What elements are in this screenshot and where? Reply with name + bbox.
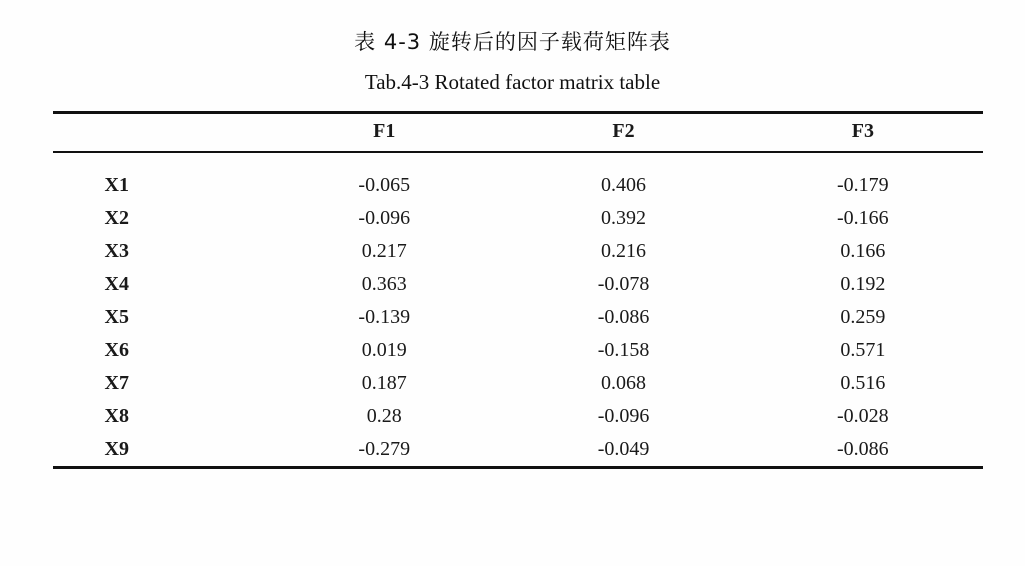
cell-x2-f3: -0.166	[837, 207, 889, 229]
cell-x3-f1: 0.217	[361, 240, 407, 262]
caption-chinese: 表 4-3 旋转后的因子载荷矩阵表	[354, 30, 671, 54]
rotated-factor-matrix-table	[53, 111, 983, 485]
cell-x6-f2: -0.158	[597, 339, 650, 361]
row-label-x1: X1	[104, 174, 129, 196]
row-label-x4: X4	[104, 273, 129, 295]
cell-x4-f2: -0.078	[597, 273, 650, 295]
cell-x7-f1: 0.187	[361, 372, 407, 394]
cell-x5-f2: -0.086	[597, 306, 650, 328]
column-header-f1: F1	[373, 120, 396, 142]
cell-x3-f3: 0.166	[840, 240, 886, 262]
column-header-rowlabel	[53, 113, 265, 153]
row-label-x7: X7	[104, 372, 129, 394]
column-header-f2: F2	[612, 120, 635, 142]
rule-cell	[504, 152, 743, 169]
table-header-row	[53, 113, 983, 153]
caption-english: Tab.4-3 Rotated factor matrix table	[364, 70, 661, 94]
table-caption	[0, 0, 1025, 95]
table-body	[53, 152, 983, 485]
table-row	[53, 367, 983, 400]
table-row	[53, 268, 983, 301]
rule-cell	[265, 152, 504, 169]
cell-x2-f1: -0.096	[358, 207, 411, 229]
rule-cell	[265, 468, 504, 486]
header-separator-rule	[53, 152, 983, 169]
table-header	[53, 113, 983, 153]
table-bottom-rule	[53, 468, 983, 486]
cell-x7-f3: 0.516	[840, 372, 886, 394]
table-row	[53, 235, 983, 268]
cell-x9-f3: -0.086	[837, 438, 889, 460]
row-label-x8: X8	[104, 405, 129, 427]
cell-x8-f3: -0.028	[837, 405, 889, 427]
cell-x3-f2: 0.216	[601, 240, 647, 262]
rule-cell	[53, 468, 265, 486]
cell-x4-f1: 0.363	[361, 273, 407, 295]
table-row	[53, 169, 983, 202]
cell-x5-f3: 0.259	[840, 306, 886, 328]
cell-x2-f2: 0.392	[601, 207, 647, 229]
table-row	[53, 301, 983, 334]
column-header-f3: F3	[851, 120, 874, 142]
cell-x5-f1: -0.139	[358, 306, 411, 328]
cell-x9-f1: -0.279	[358, 438, 411, 460]
row-label-x5: X5	[104, 306, 129, 328]
table-row	[53, 400, 983, 433]
cell-x1-f1: -0.065	[358, 174, 411, 196]
cell-x1-f2: 0.406	[601, 174, 647, 196]
cell-x6-f3: 0.571	[840, 339, 886, 361]
cell-x9-f2: -0.049	[597, 438, 650, 460]
table-container	[43, 111, 983, 485]
row-label-x3: X3	[104, 240, 129, 262]
table-row	[53, 202, 983, 235]
rule-cell	[743, 152, 982, 169]
cell-x8-f1: 0.28	[366, 405, 402, 427]
cell-x1-f3: -0.179	[837, 174, 889, 196]
row-label-x2: X2	[104, 207, 129, 229]
rule-cell	[504, 468, 743, 486]
cell-x7-f2: 0.068	[601, 372, 647, 394]
row-label-x9: X9	[104, 438, 129, 460]
rule-cell	[53, 152, 265, 169]
cell-x6-f1: 0.019	[361, 339, 407, 361]
cell-x8-f2: -0.096	[597, 405, 650, 427]
row-label-x6: X6	[104, 339, 129, 361]
table-row	[53, 334, 983, 367]
rule-cell	[743, 468, 982, 486]
cell-x4-f3: 0.192	[840, 273, 886, 295]
table-row	[53, 433, 983, 468]
